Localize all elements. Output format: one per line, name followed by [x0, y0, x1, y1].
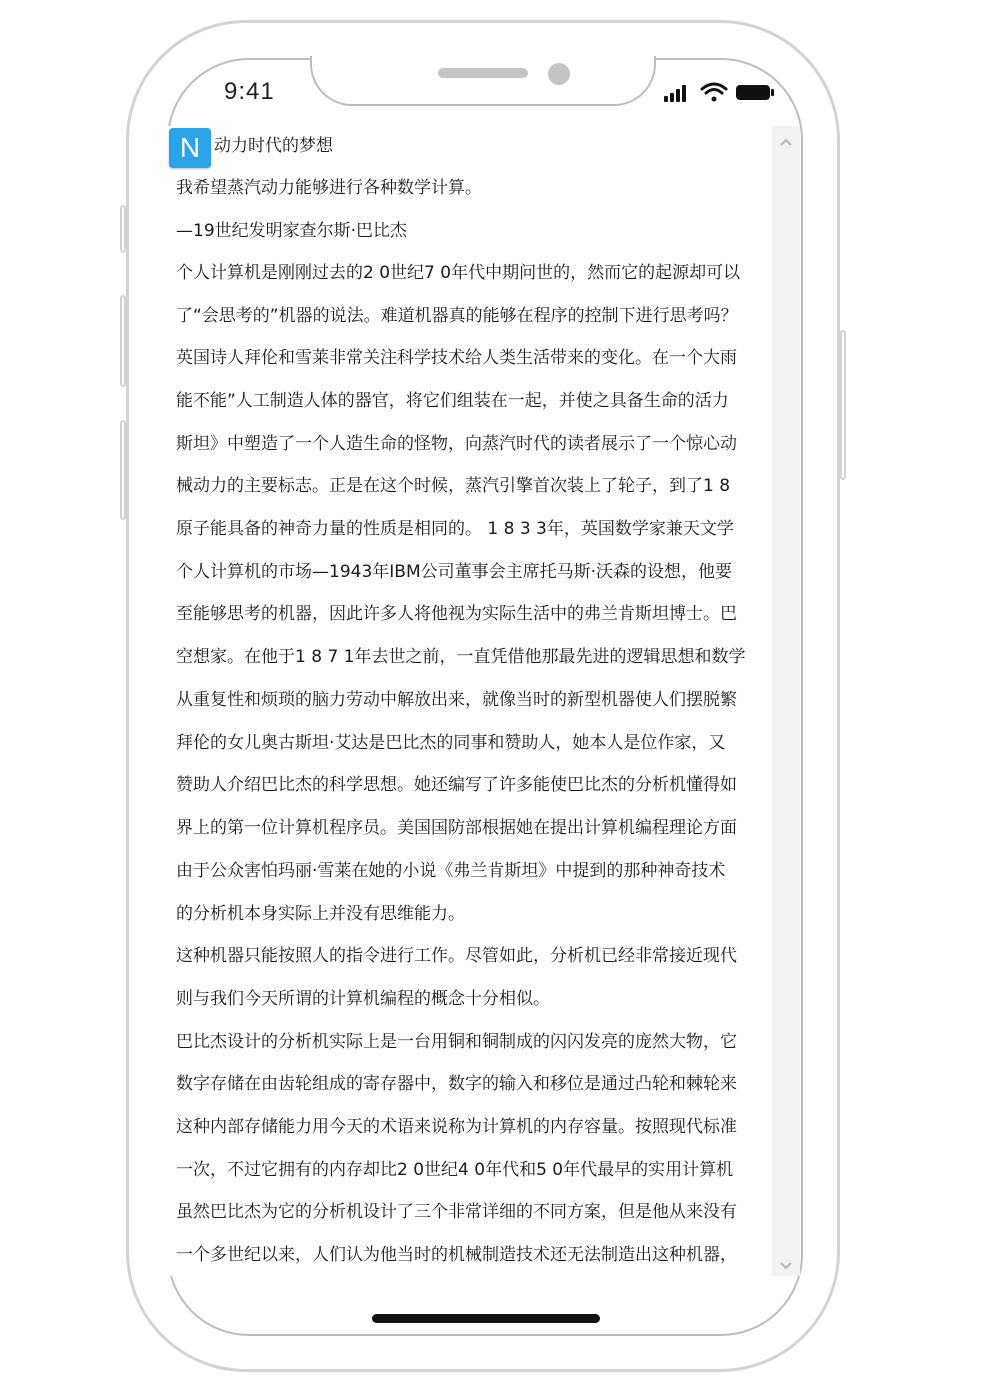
paragraph-line: 空想家。在他于1 8 7 1年去世之前，一直凭借他那最先进的逻辑思想和数学 — [176, 647, 746, 667]
paragraph-line: 械动力的主要标志。正是在这个时候，蒸汽引擎首次装上了轮子，到了1 8 — [176, 476, 731, 496]
paragraph-line: 英国诗人拜伦和雪莱非常关注科学技术给人类生活带来的变化。在一个大雨 — [176, 348, 737, 368]
paragraph-line: 了“会思考的”机器的说法。难道机器真的能够在程序的控制下进行思考吗？ — [176, 306, 738, 326]
paragraph-line: 由于公众害怕玛丽·雪莱在她的小说《弗兰肯斯坦》中提到的那种神奇技术 — [176, 861, 726, 881]
document-text — [176, 126, 771, 1276]
paragraph-line: 这种机器只能按照人的指令进行工作。尽管如此，分析机已经非常接近现代 — [176, 946, 737, 966]
status-time: 9:41 — [224, 78, 275, 105]
front-camera — [548, 63, 570, 85]
paragraph-line: 拜伦的女儿奥古斯坦·艾达是巴比杰的同事和赞助人，她本人是位作家，又 — [176, 733, 726, 753]
paragraph-line: 的分析机本身实际上并没有思维能力。 — [176, 904, 465, 924]
paragraph-line: 这种内部存储能力用今天的术语来说称为计算机的内存容量。按照现代标准 — [176, 1117, 737, 1137]
signal-icon — [664, 85, 686, 102]
app-logo-button[interactable]: N — [169, 128, 211, 168]
mute-switch — [120, 205, 126, 253]
paragraph-line: 个人计算机是刚刚过去的2 0世纪7 0年代中期问世的，然而它的起源却可以 — [176, 263, 741, 283]
paragraph-line: 一个多世纪以来，人们认为他当时的机械制造技术还无法制造出这种机器， — [176, 1245, 737, 1265]
speaker-grille — [438, 68, 528, 78]
wifi-icon — [702, 84, 726, 102]
paragraph-line: 个人计算机的市场—1943年IBM公司董事会主席托马斯·沃森的设想，他要 — [176, 562, 733, 582]
paragraph-line: 虽然巴比杰为它的分析机设计了三个非常详细的不同方案，但是他从来没有 — [176, 1202, 737, 1222]
paragraph-line: 原子能具备的神奇力量的性质是相同的。 1 8 3 3年，英国数学家兼天文学 — [176, 519, 734, 539]
power-button — [840, 330, 846, 480]
paragraph-line: 则与我们今天所谓的计算机编程的概念十分相似。 — [176, 989, 550, 1009]
paragraph-line: —19世纪发明家查尔斯·巴比杰 — [176, 221, 408, 241]
vertical-scrollbar[interactable] — [772, 126, 800, 1276]
battery-icon — [736, 85, 774, 100]
paragraph-line: 一次，不过它拥有的内存却比2 0世纪4 0年代和5 0年代最早的实用计算机 — [176, 1160, 734, 1180]
notch — [310, 56, 656, 106]
volume-up-button — [120, 295, 126, 387]
status-icons — [662, 80, 778, 106]
paragraph-line: 数字存储在由齿轮组成的寄存器中，数字的输入和移位是通过凸轮和棘轮来 — [176, 1074, 737, 1094]
paragraph-line: 我希望蒸汽动力能够进行各种数学计算。 — [176, 178, 482, 198]
paragraph-line: 斯坦》中塑造了一个人造生命的怪物，向蒸汽时代的读者展示了一个惊心动 — [176, 434, 737, 454]
volume-down-button — [120, 420, 126, 520]
paragraph-line: 从重复性和烦琐的脑力劳动中解放出来，就像当时的新型机器使人们摆脱繁 — [176, 690, 737, 710]
home-indicator[interactable] — [372, 1314, 600, 1323]
chevron-down-icon[interactable] — [778, 1258, 794, 1274]
paragraph-line: 巴比杰设计的分析机实际上是一台用铜和铜制成的闪闪发亮的庞然大物，它 — [176, 1032, 737, 1052]
paragraph-line: 赞助人介绍巴比杰的科学思想。她还编写了许多能使巴比杰的分析机懂得如 — [176, 775, 737, 795]
paragraph-line: 能不能”人工制造人体的器官，将它们组装在一起，并使之具备生命的活力 — [176, 391, 729, 411]
document-title: 动力时代的梦想 — [214, 136, 333, 156]
chevron-up-icon[interactable] — [778, 134, 794, 150]
paragraph-line: 至能够思考的机器，因此许多人将他视为实际生活中的弗兰肯斯坦博士。巴 — [176, 604, 737, 624]
paragraph-line: 界上的第一位计算机程序员。美国国防部根据她在提出计算机编程理论方面 — [176, 818, 737, 838]
document-viewer[interactable] — [166, 126, 800, 1276]
